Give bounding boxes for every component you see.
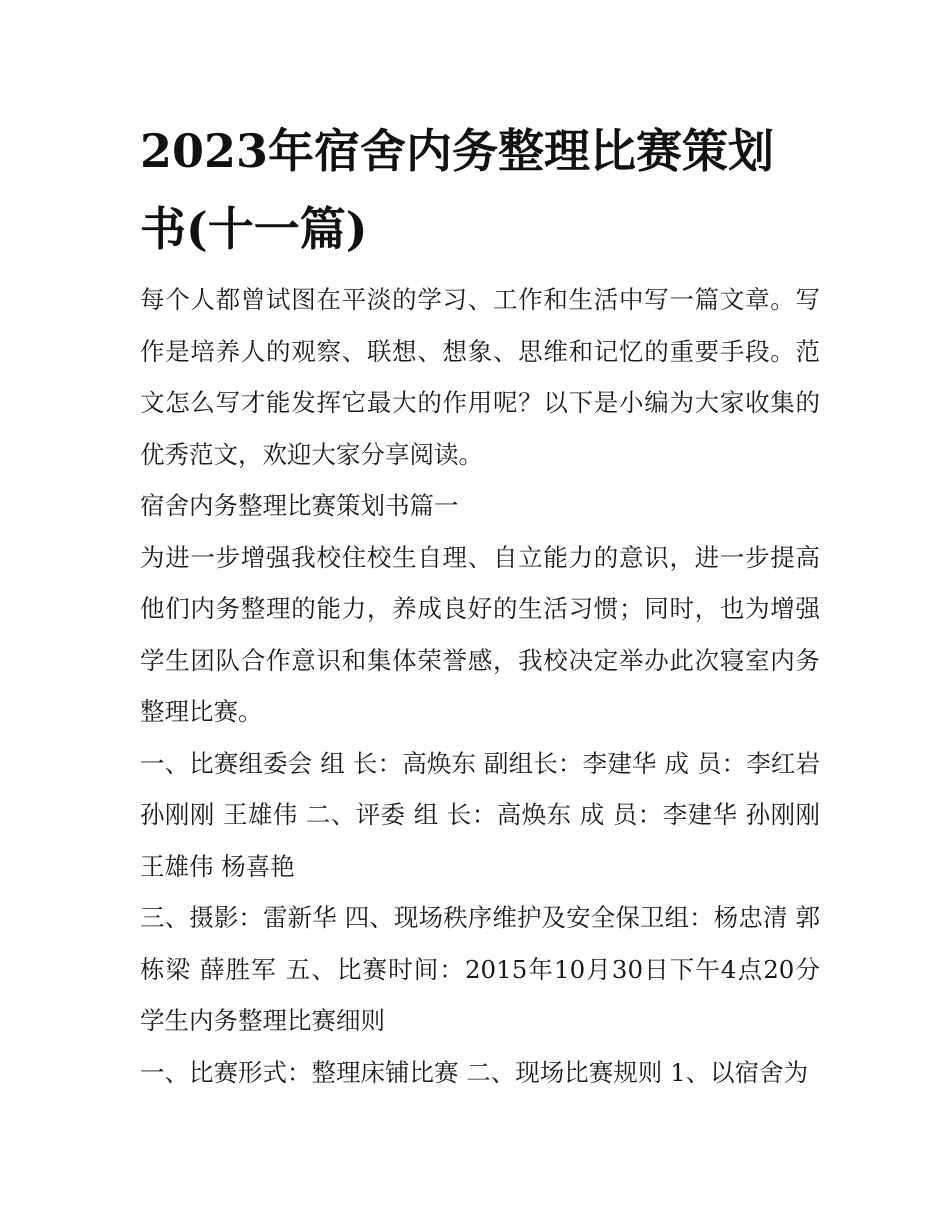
body-paragraph: 为进一步增强我校住校生自理、自立能力的意识，进一步提高他们内务整理的能力，养成良好的生活习惯；同时，也为增强学生团队合作意识和集体荣誉感，我校决定举办此次寝室内务整理比赛。 (140, 542, 820, 726)
committee-paragraph: 一、比赛组委会 组 长：高焕东 副组长：李建华 成 员：李红岩 孙刚刚 王雄伟 二、评委 组 长：高焕东 成 员：李建华 孙刚刚 王雄伟 杨喜艳 (140, 748, 820, 881)
schedule-paragraph: 三、摄影：雷新华 四、现场秩序维护及安全保卫组：杨忠清 郭栋梁 薛胜军 五、比赛时间：2015年10月30日下午4点20分 学生内务整理比赛细则 (140, 903, 820, 1035)
document-body (140, 112, 820, 1098)
section-heading: 宿舍内务整理比赛策划书篇一 (140, 491, 459, 520)
document-title: 2023年宿舍内务整理比赛策划书(十一篇) (140, 124, 775, 256)
rules-paragraph: 一、比赛形式：整理床铺比赛 二、现场比赛规则 1、以宿舍为 (140, 1057, 809, 1087)
intro-paragraph: 每个人都曾试图在平淡的学习、工作和生活中写一篇文章。写作是培养人的观察、联想、想象、思维和记忆的重要手段。范文怎么写才能发挥它最大的作用呢？以下是小编为大家收集的优秀范文，欢迎大家分享阅读。 (140, 285, 820, 469)
